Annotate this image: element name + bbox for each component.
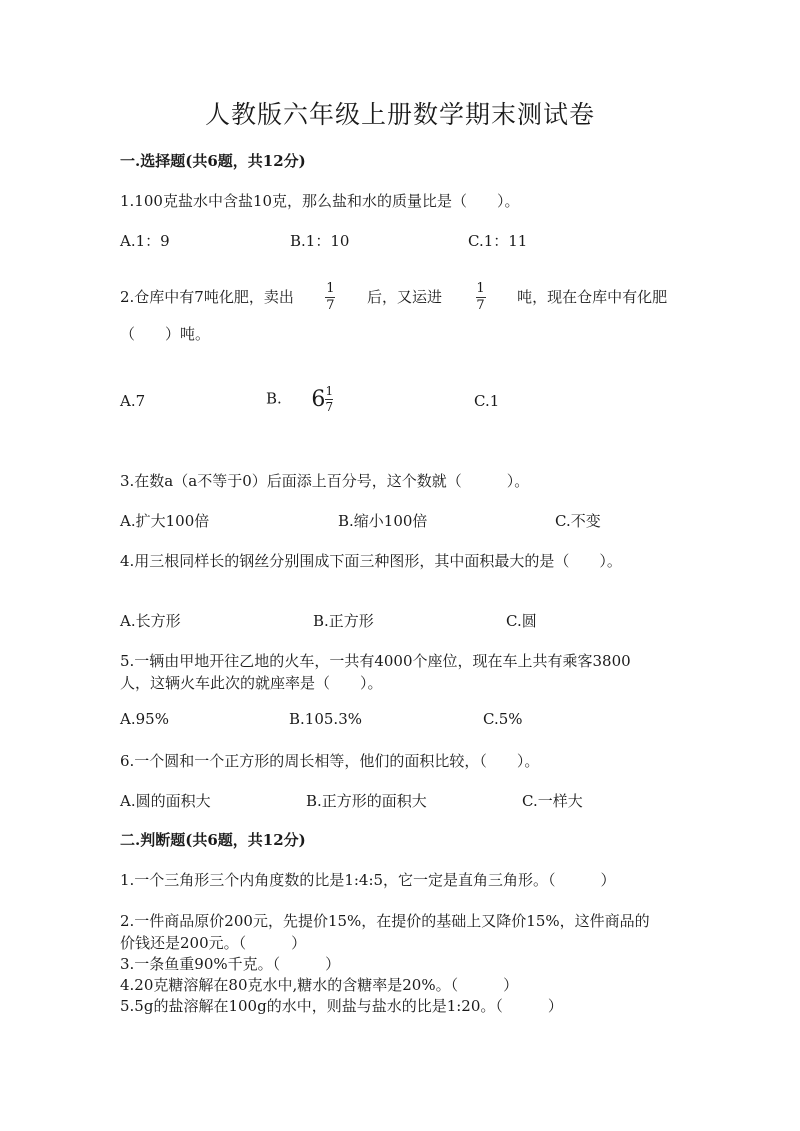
choice-q4-option-b: B.正方形 [313, 612, 374, 630]
mixed-number-fraction: $\frac{1}{7}$ [325, 384, 334, 415]
choice-q5-line2: 人，这辆火车此次的就座率是（ ）。 [120, 674, 383, 692]
choice-q6-option-a: A.圆的面积大 [120, 792, 211, 810]
section-heading-judge: 二.判断题(共6题，共12分) [120, 831, 306, 849]
judge-q2-line2: 价钱还是200元。（ ） [120, 934, 307, 952]
choice-q4-option-c: C.圆 [506, 612, 537, 630]
choice-q4: 4.用三根同样长的钢丝分别围成下面三种图形，其中面积最大的是（ ）。 [120, 552, 622, 570]
fraction-one-seventh: $\frac{1}{7}$ [476, 281, 485, 314]
choice-q3-option-a: A.扩大100倍 [120, 512, 210, 530]
choice-q3: 3.在数a（a不等于0）后面添上百分号，这个数就（ ）。 [120, 472, 530, 490]
choice-q3-option-b: B.缩小100倍 [338, 512, 428, 530]
choice-q1-option-b: B.1：10 [290, 232, 350, 250]
choice-q6-option-b: B.正方形的面积大 [306, 792, 427, 810]
choice-q1-option-a: A.1：9 [120, 232, 170, 250]
fraction-one-seventh: $\frac{1}{7}$ [326, 281, 335, 314]
choice-q5-option-c: C.5% [483, 710, 523, 728]
choice-q6: 6.一个圆和一个正方形的周长相等，他们的面积比较，（ ）。 [120, 752, 540, 770]
choice-q2-option-c: C.1 [474, 392, 500, 410]
judge-q3: 3.一条鱼重90%千克。（ ） [120, 955, 341, 973]
choice-q5-line1: 5.一辆由甲地开往乙地的火车，一共有4000个座位，现在车上共有乘客3800 [120, 652, 631, 670]
choice-q2-text-part2: 后，又运进 [366, 287, 442, 306]
choice-q4-option-a: A.长方形 [120, 612, 181, 630]
choice-q1: 1.100克盐水中含盐10克，那么盐和水的质量比是（ ）。 [120, 192, 520, 210]
section-heading-choice: 一.选择题(共6题，共12分) [120, 152, 306, 170]
choice-q1-option-c: C.1：11 [468, 232, 528, 250]
judge-q5: 5.5g的盐溶解在100g的水中，则盐与盐水的比是1:20。（ ） [120, 997, 563, 1015]
choice-q2-line2: （ ）吨。 [120, 325, 211, 343]
choice-q2-line1 [120, 282, 667, 314]
choice-q3-option-c: C.不变 [555, 512, 601, 530]
choice-q2-option-b: B. 6 $\frac{1}{7}$ [266, 384, 334, 415]
judge-q2-line1: 2.一件商品原价200元，先提价15%，在提价的基础上又降价15%，这件商品的 [120, 912, 650, 930]
mixed-number-whole: 6 [311, 387, 326, 413]
judge-q4: 4.20克糖溶解在80克水中,糖水的含糖率是20%。（ ） [120, 976, 519, 994]
choice-q5-option-b: B.105.3% [289, 710, 362, 728]
choice-q2-text-part3: 吨，现在仓库中有化肥 [517, 287, 668, 306]
choice-q2-option-a: A.7 [120, 392, 146, 410]
choice-q6-option-c: C.一样大 [522, 792, 583, 810]
choice-q2-text-part1: 2.仓库中有7吨化肥，卖出 [120, 287, 294, 306]
choice-q5-option-a: A.95% [120, 710, 169, 728]
page-title: 人教版六年级上册数学期末测试卷 [204, 100, 595, 129]
judge-q1: 1.一个三角形三个内角度数的比是1:4:5，它一定是直角三角形。（ ） [120, 871, 616, 889]
